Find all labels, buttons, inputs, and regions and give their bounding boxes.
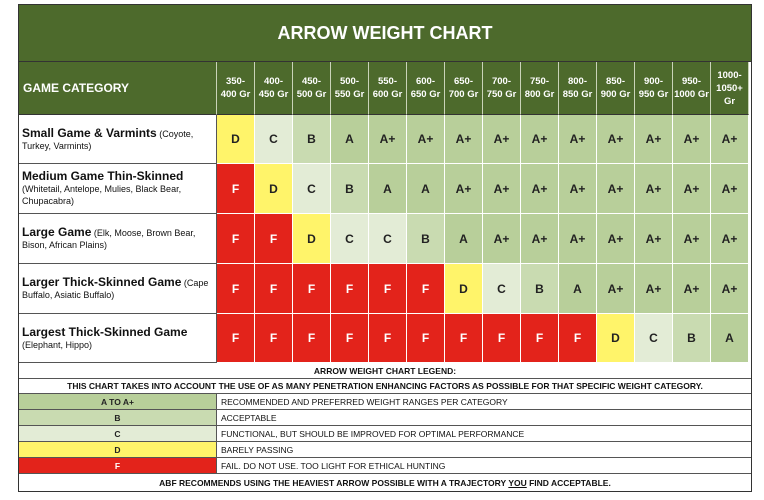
row-name: Medium Game Thin-Skinned	[22, 169, 184, 183]
grade-table	[19, 62, 751, 363]
grade-cell: D	[445, 264, 483, 314]
column-header	[597, 62, 635, 115]
grade-cell: A+	[597, 115, 635, 164]
grade-cell: F	[369, 264, 407, 314]
grade-cell: B	[407, 214, 445, 264]
grade-cell: A+	[559, 164, 597, 214]
grade-cell: F	[445, 314, 483, 363]
column-header-label: 950- 1000 Gr	[674, 76, 709, 100]
column-header-label: 600- 650 Gr	[410, 76, 441, 100]
legend-swatch: D	[19, 442, 217, 457]
grade-cell: D	[293, 214, 331, 264]
grade-cell: A	[407, 164, 445, 214]
legend-footer	[19, 474, 751, 491]
legend-swatch: A TO A+	[19, 394, 217, 409]
grade-cell: D	[255, 164, 293, 214]
row-detail: (Elephant, Hippo)	[22, 339, 93, 350]
legend-text: BARELY PASSING	[221, 444, 294, 455]
column-header-label: 400- 450 Gr	[258, 76, 289, 100]
column-header	[293, 62, 331, 115]
grade-cell: A+	[483, 115, 521, 164]
legend-entry	[19, 426, 751, 442]
grade-cell: A+	[521, 164, 559, 214]
grade-cell: C	[331, 214, 369, 264]
grade-cell: B	[331, 164, 369, 214]
grade-cell: F	[407, 264, 445, 314]
grade-cell: A+	[483, 164, 521, 214]
column-header-label: 850- 900 Gr	[600, 76, 631, 100]
grade-cell: B	[521, 264, 559, 314]
legend-swatch: C	[19, 426, 217, 441]
grade-cell: A+	[635, 264, 673, 314]
legend-text: RECOMMENDED AND PREFERRED WEIGHT RANGES PER CATEGORY	[221, 396, 508, 407]
column-header	[673, 62, 711, 115]
row-detail: (Whitetail, Antelope, Mulies, Black Bear, Chupacabra)	[22, 184, 182, 206]
legend-swatch: B	[19, 410, 217, 425]
grade-cell: A+	[673, 264, 711, 314]
grade-cell: A+	[559, 214, 597, 264]
column-header	[445, 62, 483, 115]
grade-cell: A+	[635, 115, 673, 164]
grade-cell: B	[293, 115, 331, 164]
row-name: Large Game	[22, 225, 92, 239]
row-detail: (Elk, Moose, Brown Bear, Bison, African Plains)	[22, 228, 196, 250]
grade-cell: A+	[407, 115, 445, 164]
grade-cell: A+	[597, 264, 635, 314]
column-header-label: 750- 800 Gr	[524, 76, 555, 100]
legend-text: ACCEPTABLE	[221, 412, 277, 423]
legend-note: THIS CHART TAKES INTO ACCOUNT THE USE OF AS MANY PENETRATION ENHANCING FACTORS AS POSSIBLE FOR THAT SPECIFIC WEIGHT CATEGORY.	[19, 379, 751, 394]
legend-text: FAIL. DO NOT USE. TOO LIGHT FOR ETHICAL HUNTING	[221, 460, 446, 471]
arrow-weight-chart	[18, 4, 752, 492]
row-name: Larger Thick-Skinned Game	[22, 275, 182, 289]
column-header	[255, 62, 293, 115]
grade-cell: A+	[483, 214, 521, 264]
column-header	[369, 62, 407, 115]
legend-entry	[19, 442, 751, 458]
grade-cell: A+	[711, 164, 749, 214]
grade-cell: F	[293, 264, 331, 314]
grade-cell: A+	[673, 164, 711, 214]
column-header	[521, 62, 559, 115]
grade-cell: F	[217, 264, 255, 314]
grade-cell: F	[483, 314, 521, 363]
grade-cell: A+	[711, 214, 749, 264]
grade-cell: A+	[597, 214, 635, 264]
grade-cell: C	[635, 314, 673, 363]
legend-heading: ARROW WEIGHT CHART LEGEND:	[19, 363, 751, 379]
grade-cell: F	[369, 314, 407, 363]
grade-cell: A+	[711, 264, 749, 314]
row-detail: (Coyote, Turkey, Varmints)	[22, 128, 194, 151]
grade-cell: F	[255, 264, 293, 314]
column-header-label: 450- 500 Gr	[296, 76, 327, 100]
grade-cell: F	[331, 264, 369, 314]
grade-cell: F	[217, 214, 255, 264]
grade-cell: D	[217, 115, 255, 164]
grade-cell: A+	[369, 115, 407, 164]
legend	[19, 363, 751, 491]
row-label	[19, 214, 217, 264]
grade-cell: A	[559, 264, 597, 314]
column-header-label: 500- 550 Gr	[334, 76, 365, 100]
footer-text-emphasis: YOU	[508, 477, 527, 488]
row-label	[19, 164, 217, 214]
grade-cell: A+	[635, 214, 673, 264]
grade-cell: A+	[559, 115, 597, 164]
column-header-label: 350- 400 Gr	[220, 76, 251, 100]
row-label	[19, 314, 217, 363]
grade-cell: A+	[445, 115, 483, 164]
footer-text-start: ABF RECOMMENDS USING THE HEAVIEST ARROW POSSIBLE WITH A TRAJECTORY	[159, 477, 509, 488]
column-header-label: 1000- 1050+ Gr	[716, 69, 743, 107]
column-header-label: 650- 700 Gr	[448, 76, 479, 100]
grade-cell: A+	[673, 115, 711, 164]
column-header-label: 800- 850 Gr	[562, 76, 593, 100]
legend-entry	[19, 410, 751, 426]
grade-cell: C	[255, 115, 293, 164]
grade-cell: F	[331, 314, 369, 363]
legend-entry	[19, 394, 751, 410]
grade-cell: A+	[521, 214, 559, 264]
column-header	[559, 62, 597, 115]
grade-cell: F	[217, 164, 255, 214]
column-header	[217, 62, 255, 115]
grade-cell: C	[483, 264, 521, 314]
grade-cell: A	[369, 164, 407, 214]
grade-cell: A+	[635, 164, 673, 214]
legend-text: FUNCTIONAL, BUT SHOULD BE IMPROVED FOR OPTIMAL PERFORMANCE	[221, 428, 525, 439]
column-header-label: 700- 750 Gr	[486, 76, 517, 100]
grade-cell: F	[255, 314, 293, 363]
header-game-category: GAME CATEGORY	[19, 62, 217, 115]
legend-swatch: F	[19, 458, 217, 473]
grade-cell: F	[559, 314, 597, 363]
grade-cell: A	[445, 214, 483, 264]
grade-cell: F	[521, 314, 559, 363]
grade-cell: F	[217, 314, 255, 363]
column-header	[407, 62, 445, 115]
column-header-label: 900- 950 Gr	[638, 76, 669, 100]
row-name: Small Game & Varmints	[22, 125, 157, 140]
grade-cell: A+	[711, 115, 749, 164]
grade-cell: A	[711, 314, 749, 363]
footer-text-end: FIND ACCEPTABLE.	[526, 477, 611, 488]
grade-cell: D	[597, 314, 635, 363]
grade-cell: B	[673, 314, 711, 363]
grade-cell: F	[407, 314, 445, 363]
chart-title: ARROW WEIGHT CHART	[19, 5, 751, 62]
row-label	[19, 115, 217, 164]
grade-cell: F	[293, 314, 331, 363]
grade-cell: A+	[673, 214, 711, 264]
legend-entry	[19, 458, 751, 474]
column-header-label: 550- 600 Gr	[372, 76, 403, 100]
column-header	[711, 62, 749, 115]
grade-cell: C	[369, 214, 407, 264]
column-header	[635, 62, 673, 115]
grade-cell: A+	[445, 164, 483, 214]
grade-cell: A+	[597, 164, 635, 214]
column-header	[331, 62, 369, 115]
column-header	[483, 62, 521, 115]
grade-cell: C	[293, 164, 331, 214]
row-name: Largest Thick-Skinned Game	[22, 324, 188, 339]
grade-cell: A+	[521, 115, 559, 164]
grade-cell: F	[255, 214, 293, 264]
grade-cell: A	[331, 115, 369, 164]
row-detail: (Cape Buffalo, Asiatic Buffalo)	[22, 278, 209, 300]
row-label	[19, 264, 217, 314]
